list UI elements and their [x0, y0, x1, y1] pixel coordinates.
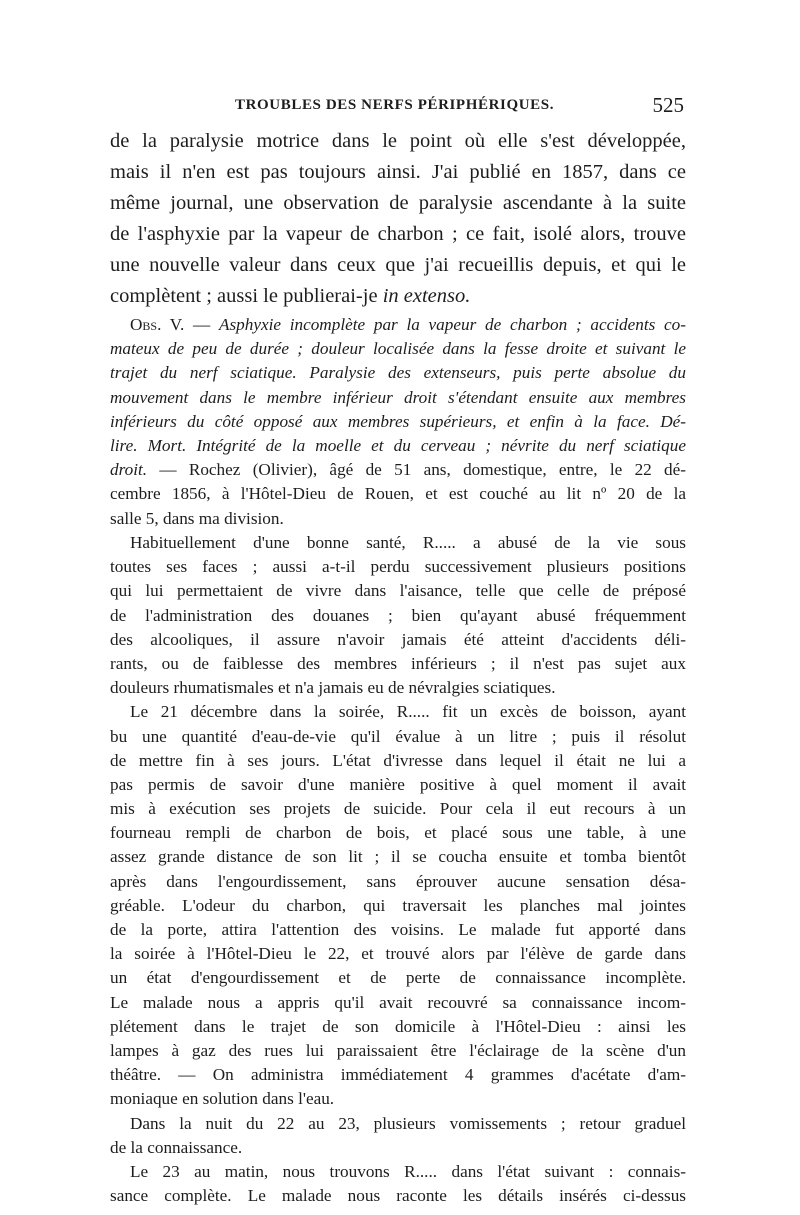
text-line: de la porte, attira l'attention des voisins. Le malade fut apporté dans [110, 920, 686, 939]
text-line: douleurs rhumatismales et n'a jamais eu de névralgies sciatiques. [110, 678, 556, 698]
observation-title-line [110, 410, 686, 434]
running-title: TROUBLES DES NERFS PÉRIPHÉRIQUES. [235, 97, 555, 113]
running-head [110, 93, 686, 118]
observation-title: inférieurs du côté opposé aux membres supérieurs, et enfin à la face. Dé- [110, 411, 686, 431]
observation-label: Obs. V. — [130, 315, 219, 334]
text-line: Le 21 décembre dans la soirée, R..... fit un excès de boisson, ayant [130, 702, 686, 722]
text-line: salle 5, dans ma division. [110, 508, 284, 528]
observation-title-line [110, 337, 686, 361]
text-line: de la connaissance. [110, 1137, 243, 1157]
text-line: rants, ou de faiblesse des membres inférieurs ; il n'est pas sujet aux [110, 653, 686, 673]
observation-title-line [110, 386, 686, 410]
text-line [110, 458, 686, 482]
text-line: assez grande distance de son lit ; il se coucha ensuite et tomba bientôt [110, 847, 686, 867]
observation-heading [110, 313, 686, 531]
text-line: des alcooliques, il assure n'avoir jamais été atteint d'accidents déli- [110, 629, 686, 649]
paragraph [110, 1160, 686, 1208]
text-line: plétement dans le trajet de son domicile à l'Hôtel-Dieu : ainsi les [110, 1016, 686, 1036]
paragraph [110, 531, 686, 700]
text-line [110, 281, 686, 312]
text-line: bu une quantité d'eau-de-vie qu'il évalue à un litre ; puis il résolut [110, 726, 686, 746]
text-line: Le 23 au matin, nous trouvons R..... dans l'état suivant : connais- [130, 1161, 686, 1181]
text-line: même journal, une observation de paralysie ascendante à la suite [110, 192, 686, 214]
paragraph [110, 700, 686, 1111]
text-line: la soirée à l'Hôtel-Dieu le 22, et trouvé alors par l'élève de garde dans [110, 944, 686, 964]
text-line: cembre 1856, à l'Hôtel-Dieu de Rouen, et est couché au lit nº 20 de la [110, 484, 686, 504]
text-line: qui lui permettaient de vivre dans l'aisance, telle que celle de préposé [110, 581, 686, 601]
observation-title: Asphyxie incomplète par la vapeur de charbon ; accidents co- [218, 315, 687, 334]
text-line: sance complète. Le malade nous raconte les détails insérés ci-dessus [110, 1186, 686, 1206]
text-line: de la paralysie motrice dans le point où elle s'est développée, [110, 130, 686, 152]
observation-title-line [110, 434, 686, 458]
latin-emphasis: in extenso. [382, 285, 471, 307]
text-line: de l'administration des douanes ; bien qu'ayant abusé fréquemment [110, 605, 686, 625]
text-line: un état d'engourdissement et de perte de connaissance incomplète. [110, 968, 686, 988]
text-line: après dans l'engourdissement, sans éprouver aucune sensation désa- [110, 871, 686, 891]
line-text: — Rochez (Olivier), âgé de 51 ans, domestique, entre, le 22 dé- [147, 460, 686, 480]
text-line: théâtre. — On administra immédiatement 4 grammes d'acétate d'am- [110, 1065, 686, 1085]
observation-title-line [110, 313, 686, 337]
text-line: toutes ses faces ; aussi a-t-il perdu successivement plusieurs positions [110, 557, 686, 577]
text-line: mais il n'en est pas toujours ainsi. J'ai publié en 1857, dans ce [110, 161, 686, 183]
observation-title: droit. [110, 460, 148, 480]
observation-title: mouvement dans le membre inférieur droit s'étendant ensuite aux membres [110, 387, 686, 407]
observation-body [110, 531, 686, 1208]
text-line: gréable. L'odeur du charbon, qui traversait les planches mal jointes [110, 895, 686, 915]
text-line: Habituellement d'une bonne santé, R..... a abusé de la vie sous [130, 533, 686, 552]
paragraph [110, 1112, 686, 1160]
observation-title: mateux de peu de durée ; douleur localisée dans la fesse droite et suivant le [110, 339, 686, 359]
observation-title-line [110, 361, 686, 385]
text-line: mis à exécution ses projets de suicide. Pour cela il eut recours à un [110, 799, 686, 819]
text-line: fourneau rempli de charbon de bois, et placé sous une table, à une [110, 823, 686, 843]
text-line: moniaque en solution dans l'eau. [110, 1089, 335, 1109]
text-line: une nouvelle valeur dans ceux que j'ai recueillis depuis, et qui le [110, 254, 686, 276]
intro-paragraph [110, 126, 686, 312]
text-line: de l'asphyxie par la vapeur de charbon ; ce fait, isolé alors, trouve [110, 223, 686, 245]
text-line: Le malade nous a appris qu'il avait recouvré sa connaissance incom- [110, 992, 686, 1012]
text-line: pas permis de savoir d'une manière positive à quel moment il avait [110, 774, 686, 794]
text-line: lampes à gaz des rues lui paraissaient être l'éclairage de la scène d'un [110, 1040, 686, 1060]
line-text: complètent ; aussi le publierai-je [110, 285, 378, 307]
observation-title: trajet du nerf sciatique. Paralysie des extenseurs, puis perte absolue du [110, 363, 686, 383]
text-line: de mettre fin à ses jours. L'état d'ivresse dans lequel il était ne lui a [110, 750, 686, 770]
page-number: 525 [652, 93, 684, 117]
observation-title: lire. Mort. Intégrité de la moelle et du cerveau ; névrite du nerf sciatique [110, 435, 686, 455]
text-line: Dans la nuit du 22 au 23, plusieurs vomissements ; retour graduel [130, 1113, 686, 1133]
